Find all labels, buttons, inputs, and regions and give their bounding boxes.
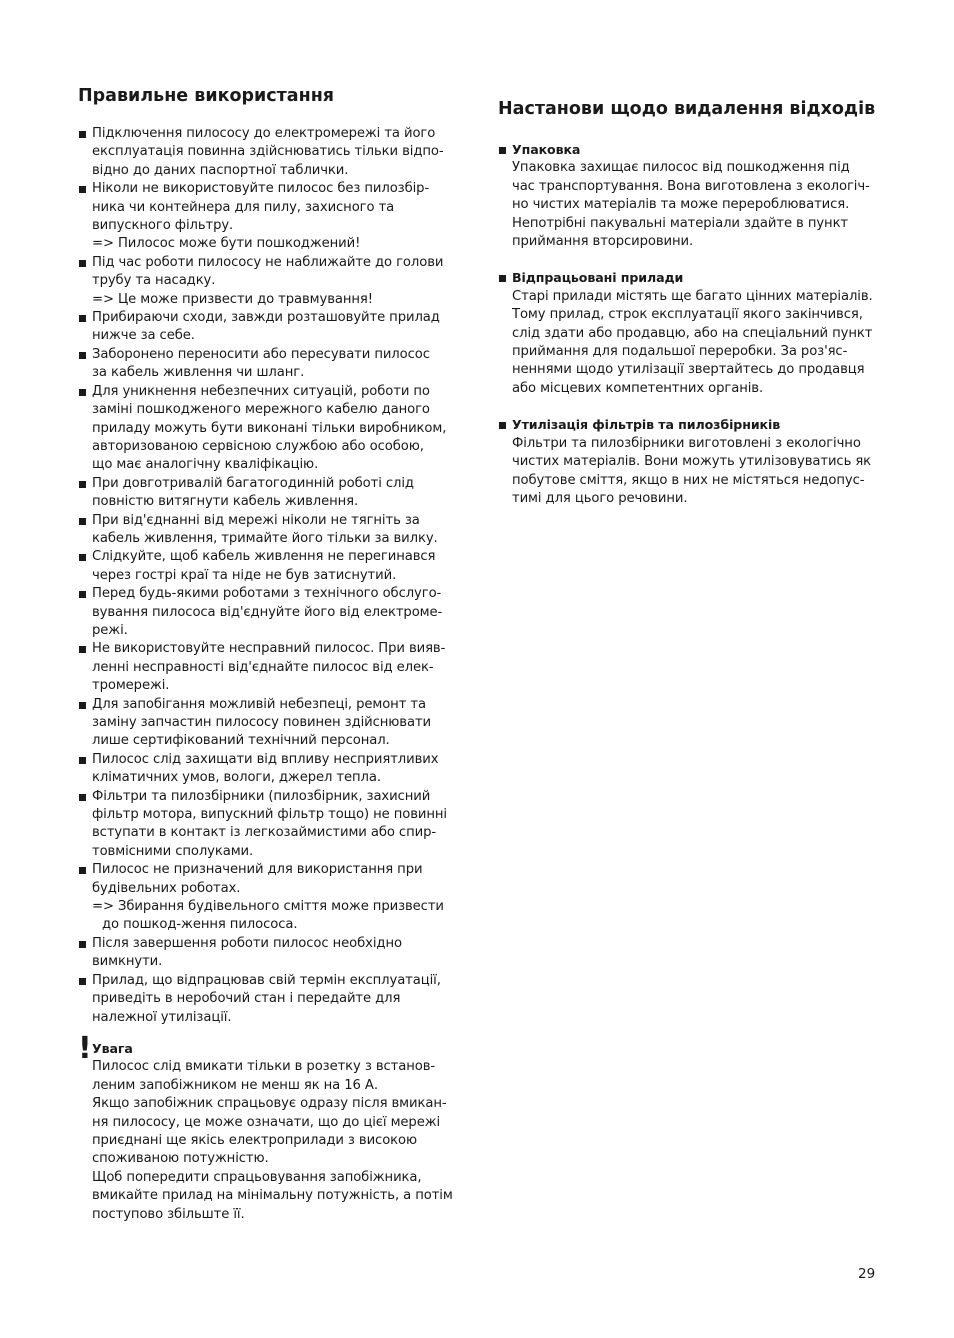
list-item-text-line: При довготривалій багатогодинній роботі слід [92, 475, 414, 491]
warning-text-line: Щоб попередити спрацьовування запобіжника, [92, 1169, 422, 1185]
list-item-text-line: Фільтри та пилозбірники (пилозбірник, захисний [92, 788, 431, 804]
list-item-text-line: приведіть в неробочий стан і передайте для [92, 991, 401, 1007]
warning-text-line: вмикайте прилад на мінімальну потужність, а потім [92, 1188, 453, 1204]
disposal-section-text-line: чистих матеріалів. Вони можуть утилізовуватись як [512, 454, 872, 470]
list-item-text-line: відно до даних паспортної таблички. [92, 162, 349, 178]
list-item-text-line: належної утилізації. [92, 1009, 232, 1025]
section-title-disposal: Настанови щодо видалення відходів [498, 99, 876, 119]
bullet-square-icon [79, 702, 86, 709]
bullet-square-icon [499, 147, 506, 154]
list-item-text-line: Для уникнення небезпечних ситуацій, роботи по [92, 383, 430, 399]
list-item-text-line: ленні несправності від'єднайте пилосос від елек- [92, 659, 434, 675]
warning-text-line: споживаною потужністю. [92, 1151, 269, 1167]
list-item-text-line: Пилосос не призначений для використання при [92, 862, 423, 878]
list-item-text-line: вимкнути. [92, 954, 163, 970]
list-item [78, 640, 460, 695]
list-item-text-line: що має аналогічну кваліфікацію. [92, 457, 319, 473]
warning-text-line: леним запобіжником не менш як на 16 А. [92, 1077, 378, 1093]
list-item [78, 861, 460, 935]
bullet-square-icon [79, 481, 86, 488]
disposal-section-text-line: Упаковка захищає пилосос від пошкодження під [512, 160, 850, 176]
list-item-text-line: Для запобігання можливій небезпеці, ремонт та [92, 696, 426, 712]
list-item-text-line: кліматичних умов, вологи, джерел тепла. [92, 770, 381, 786]
list-item-text-line: через гострі краї та ніде не був затиснутий. [92, 567, 397, 583]
list-item-text-line: випускного фільтру. [92, 218, 234, 234]
list-item-text-line: режі. [92, 622, 128, 638]
list-item-text-line: ника чи контейнера для пилу, захисного та [92, 199, 395, 215]
warning-text-line: Якщо запобіжник спрацьовує одразу після вмикан- [92, 1096, 447, 1112]
disposal-section [498, 141, 880, 251]
disposal-section-heading: Упаковка [512, 142, 581, 157]
warning-text-line: поступово збільште її. [92, 1206, 245, 1222]
list-item-text-line: Прилад, що відпрацював свій термін експлуатації, [92, 972, 441, 988]
list-item [78, 512, 460, 549]
bullet-square-icon [79, 186, 86, 193]
list-item-text-line: При від'єднанні від мережі ніколи не тягніть за [92, 512, 420, 528]
disposal-section-text-line: приймання вторсировини. [512, 234, 694, 250]
disposal-sections [498, 141, 880, 508]
list-item [78, 180, 460, 254]
warning-block [78, 1030, 460, 1224]
list-item-text-line: Перед будь-якими роботами з технічного обслуго- [92, 586, 442, 602]
bullet-square-icon [79, 941, 86, 948]
section-title-proper-use: Правильне використання [78, 86, 335, 106]
disposal-section [498, 416, 880, 508]
list-item-text-line: будівельних роботах. [92, 880, 241, 896]
disposal-section-text-line: Непотрібні пакувальні матеріали здайте в пункт [512, 215, 849, 231]
list-item-text-line: фільтр мотора, випускний фільтр тощо) не повинні [92, 807, 447, 823]
warning-heading: Увага [92, 1040, 133, 1056]
disposal-section-text-line: приймання для подальшої переробки. За роз'яс- [512, 344, 848, 360]
page-number: 29 [858, 1266, 876, 1282]
list-item-text-line: Ніколи не використовуйте пилосос без пилозбір- [92, 181, 430, 197]
disposal-section [498, 269, 880, 398]
list-item [78, 346, 460, 383]
list-item-text-line: заміні пошкодженого мережного кабелю даного [92, 402, 430, 418]
list-item-text-line: повністю витягнути кабель живлення. [92, 494, 359, 510]
list-item [78, 475, 460, 512]
disposal-section-text-line: Фільтри та пилозбірники виготовлені з екологічно [512, 435, 861, 451]
list-item-text-line: тромережі. [92, 678, 170, 694]
list-item-text-line: експлуатація повинна здійснюватись тільки відпо- [92, 144, 444, 160]
list-item-text-line: товмісними сполуками. [92, 843, 254, 859]
disposal-section-text-line: но чистих матеріалів та може перероблюватися. [512, 197, 850, 213]
warning-text [92, 1058, 460, 1224]
bullet-square-icon [79, 352, 86, 359]
disposal-section-text-line: слід здати або продавцю, або на спеціальний пункт [512, 325, 873, 341]
bullet-square-icon [79, 554, 86, 561]
list-item-text-line: Пилосос слід захищати від впливу несприятливих [92, 751, 439, 767]
bullet-square-icon [79, 260, 86, 267]
list-item-text-line: Підключення пилососу до електромережі та його [92, 126, 436, 141]
list-item-text-line: Після завершення роботи пилосос необхідно [92, 935, 402, 951]
left-column [78, 84, 460, 1224]
list-item [78, 309, 460, 346]
list-item-text-line: авторизованою сервісною службою або особою, [92, 438, 424, 454]
exclamation-icon: ! [78, 1030, 92, 1066]
list-item-text-line: трубу та насадку. [92, 273, 216, 289]
list-item-text-line: Слідкуйте, щоб кабель живлення не перегинався [92, 549, 436, 565]
list-item [78, 751, 460, 788]
warning-text-line: ня пилососу, це може означати, що до цієї мережі [92, 1114, 441, 1130]
disposal-section-text-line: час транспортування. Вона виготовлена з екологіч- [512, 178, 870, 194]
list-item-text-line: лише сертифікований технічний персонал. [92, 733, 390, 749]
bullet-square-icon [79, 518, 86, 525]
disposal-section-text-line: або місцевих компетентних органів. [512, 380, 764, 396]
list-item-text-line: нижче за себе. [92, 328, 195, 344]
disposal-section-text-line: неннями щодо утилізації звертайтесь до продавця [512, 362, 865, 378]
list-item [78, 383, 460, 475]
bullet-square-icon [499, 422, 506, 429]
disposal-section-heading: Утилізація фільтрів та пилозбірників [512, 417, 781, 433]
disposal-section-text-line: Старі прилади містять ще багато цінних матеріалів. [512, 288, 873, 304]
list-item-text-line: Під час роботи пилососу не наближайте до голови [92, 254, 444, 270]
list-item-note: => Збирання будівельного сміття може призвести [92, 899, 444, 915]
disposal-section-text-line: Тому прилад, строк експлуатації якого закінчився, [512, 307, 863, 323]
list-item-text-line: заміну запчастин пилососу повинен здійснювати [92, 715, 432, 730]
bullet-square-icon [79, 389, 86, 396]
right-column [498, 97, 880, 526]
list-item [78, 548, 460, 585]
list-item [78, 972, 460, 1027]
list-item [78, 125, 460, 180]
list-item-text-line: Не використовуйте несправний пилосос. При вияв- [92, 641, 446, 657]
bullet-square-icon [79, 867, 86, 874]
list-item [78, 254, 460, 309]
bullet-square-icon [79, 131, 86, 138]
disposal-section-text-line: тимі для цього речовини. [512, 490, 688, 506]
disposal-section-text-line: побутове сміття, якщо в них не містяться недопус- [512, 472, 865, 488]
warning-text-line: приєднані ще якісь електроприлади з високою [92, 1132, 418, 1148]
list-item-text-line: Заборонено переносити або пересувати пилосос [92, 346, 430, 362]
list-item-text-line: приладу можуть бути виконані тільки виробником, [92, 420, 447, 436]
warning-text-line: Пилосос слід вмикати тільки в розетку з встанов- [92, 1059, 436, 1075]
list-item-text-line: кабель живлення, тримайте його тільки за вилку. [92, 530, 438, 546]
list-item [78, 696, 460, 751]
bullet-square-icon [79, 978, 86, 985]
bullet-square-icon [499, 275, 506, 282]
list-item [78, 788, 460, 862]
bullet-square-icon [79, 646, 86, 653]
list-item-note: => Пилосос може бути пошкоджений! [92, 236, 361, 252]
list-item-note: до пошкод-ження пилососа. [102, 917, 298, 933]
list-item [78, 935, 460, 972]
bullet-square-icon [79, 757, 86, 764]
list-item-text-line: за кабель живлення чи шланг. [92, 365, 305, 381]
list-item [78, 585, 460, 640]
list-item-note: => Це може призвести до травмування! [92, 291, 373, 307]
bullet-square-icon [79, 794, 86, 801]
disposal-section-heading: Відпрацьовані прилади [512, 270, 684, 286]
usage-list [78, 125, 460, 1027]
bullet-square-icon [79, 591, 86, 598]
list-item-text-line: вступати в контакт із легкозаймистими або спир- [92, 825, 436, 841]
list-item-text-line: Прибираючи сходи, завжди розташовуйте прилад [92, 310, 440, 326]
list-item-text-line: вування пилососа від'єднуйте його від електроме- [92, 604, 443, 620]
bullet-square-icon [79, 315, 86, 322]
